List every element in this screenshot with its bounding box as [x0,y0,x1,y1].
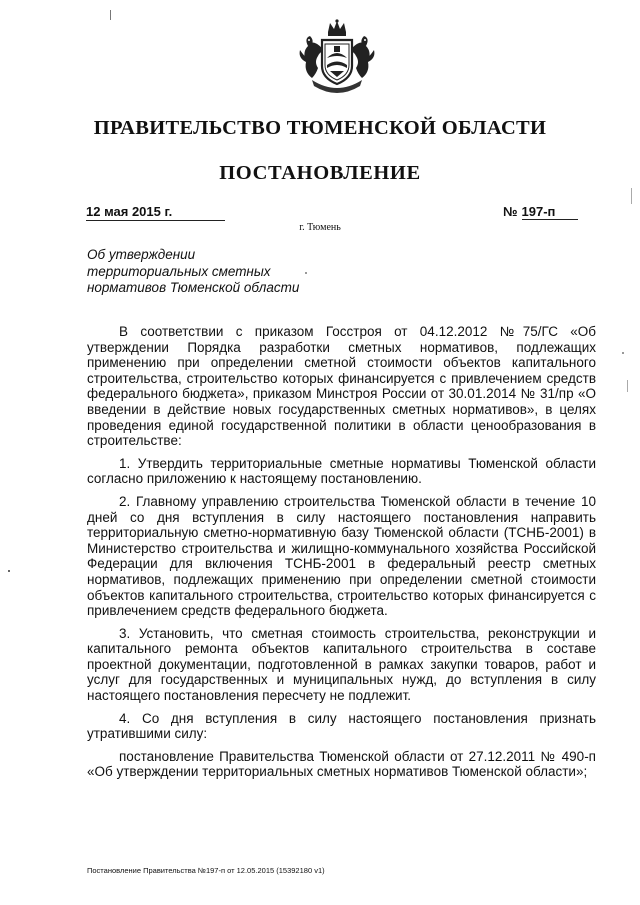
document-type-title: ПОСТАНОВЛЕНИЕ [219,162,421,184]
number-value: 197-п [522,204,578,220]
clause-paragraph: 2. Главному управлению строительства Тюменской области в течение 10 дней со дня вступления в силу настоящего постановления направить территориальную сметно-нормативную базу Тюменской области (ТСНБ-2001) в Министерство строительства и жилищно-коммунального хозяйства Российской Федерации для включения ТСНБ-2001 в федеральный реестр сметных нормативов, подлежащих применению при определении сметной стоимости объектов капитального строительства, строительство которых финансируется с привлечением средств федерального бюджета. [87,493,596,619]
city-label: г. Тюмень [299,222,341,233]
number-sign: № [503,204,518,219]
government-title: ПРАВИТЕЛЬСТВО ТЮМЕНСКОЙ ОБЛАСТИ [93,117,547,139]
clause-paragraph: 1. Утвердить территориальные сметные нормативы Тюменской области согласно приложению к настоящему постановлению. [87,455,596,487]
subject-line: нормативов Тюменской области [87,280,300,295]
decree-number [503,204,589,220]
scan-artifact [631,188,632,204]
repealed-act-paragraph: постановление Правительства Тюменской области от 27.12.2011 № 490-п «Об утверждении территориальных сметных нормативов Тюменской области»; [87,748,596,780]
decree-date: 12 мая 2015 г. [86,204,225,221]
coat-of-arms-icon [294,18,380,100]
subject-line: территориальных сметных [87,263,271,279]
subject-line: Об утверждении [87,247,196,262]
scan-artifact [627,380,628,392]
scan-artifact [110,10,111,20]
decree-subject [87,247,327,297]
decree-body [87,324,596,787]
scan-artifact [622,352,624,354]
scan-artifact [8,570,10,572]
document-footer: Постановление Правительства №197-п от 12.05.2015 (15392180 v1) [87,866,325,875]
clause-paragraph: 4. Со дня вступления в силу настоящего постановления признать утратившими силу: [87,710,596,742]
clause-paragraph: 3. Установить, что сметная стоимость строительства, реконструкции и капитального ремонта объектов капитального строительства в составе проектной документации, подготовленной в рамках закупки товаров, работ и услуг для государственных и муниципальных нужд, до вступления в силу настоящего постановления пересчету не подлежит. [87,625,596,704]
preamble-paragraph: В соответствии с приказом Госстроя от 04.12.2012 №75/ГС «Об утверждении Порядка разработки сметных нормативов, подлежащих применению при определении сметной стоимости объектов капитального строительства, строительство которых финансируется с привлечением средств федерального бюджета», приказом Минстроя России от 30.01.2014 № 31/пр «О введении в действие новых государственных сметных нормативов», в целях проведения единой государственной политики в области ценообразования в строительстве: [87,324,596,449]
scan-artifact [305,272,307,274]
